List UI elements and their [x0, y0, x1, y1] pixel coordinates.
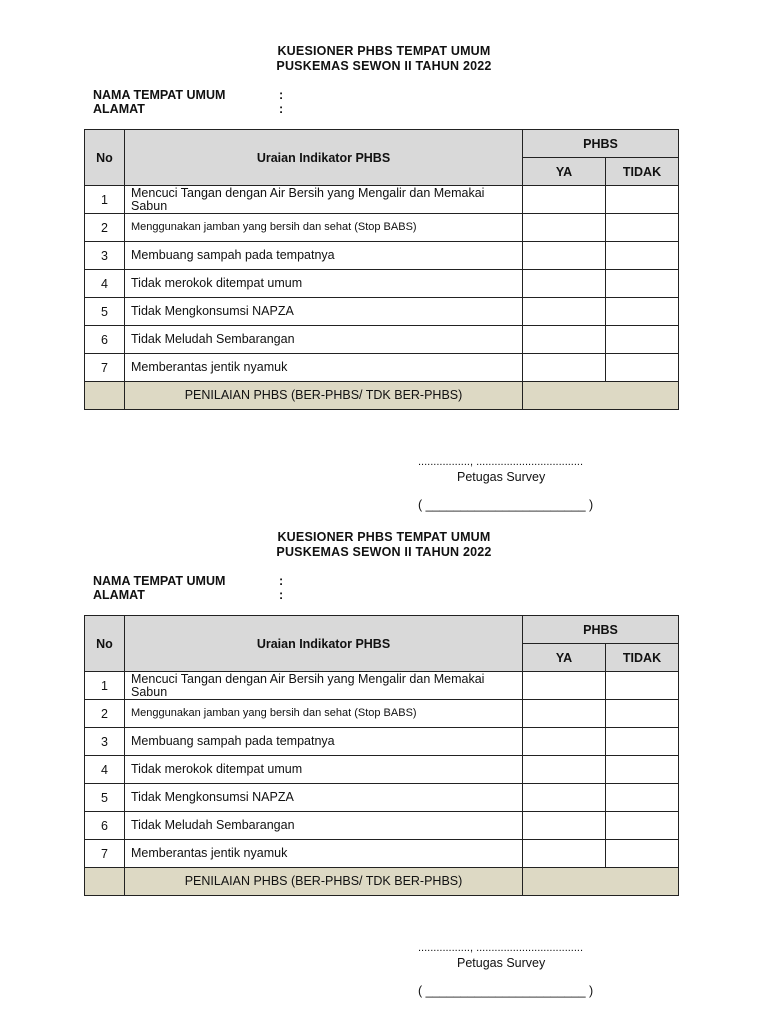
tidak-checkbox-cell[interactable]: [606, 214, 679, 242]
row-indicator-text: Tidak Mengkonsumsi NAPZA: [125, 298, 523, 326]
signer-role: Petugas Survey: [457, 470, 546, 484]
header-no: No: [85, 616, 125, 672]
total-row: [85, 868, 679, 896]
total-blank-cell: [85, 868, 125, 896]
row-number: 7: [85, 354, 125, 382]
row-number: 5: [85, 784, 125, 812]
row-number: 6: [85, 812, 125, 840]
tidak-checkbox-cell[interactable]: [606, 672, 679, 700]
ya-checkbox-cell[interactable]: [523, 354, 606, 382]
tidak-checkbox-cell[interactable]: [606, 186, 679, 214]
signer-name-line[interactable]: ( _______________________ ): [418, 984, 594, 998]
header-tidak: TIDAK: [606, 644, 679, 672]
total-row: [85, 382, 679, 410]
form-title: [0, 44, 768, 73]
row-number: 7: [85, 840, 125, 868]
row-indicator-text: Tidak Meludah Sembarangan: [125, 326, 523, 354]
header-ya: YA: [523, 158, 606, 186]
tidak-checkbox-cell[interactable]: [606, 728, 679, 756]
header-phbs: PHBS: [523, 130, 679, 158]
ya-checkbox-cell[interactable]: [523, 756, 606, 784]
header-tidak: TIDAK: [606, 158, 679, 186]
row-number: 5: [85, 298, 125, 326]
tidak-checkbox-cell[interactable]: [606, 326, 679, 354]
ya-checkbox-cell[interactable]: [523, 840, 606, 868]
row-indicator-text: Mencuci Tangan dengan Air Bersih yang Mengalir dan Memakai Sabun: [125, 672, 523, 700]
row-number: 2: [85, 700, 125, 728]
row-number: 4: [85, 756, 125, 784]
row-number: 4: [85, 270, 125, 298]
title-line-2: PUSKEMAS SEWON II TAHUN 2022: [276, 58, 492, 73]
row-indicator-text: Memberantas jentik nyamuk: [125, 354, 523, 382]
row-indicator-text: Mencuci Tangan dengan Air Bersih yang Mengalir dan Memakai Sabun: [125, 186, 523, 214]
form-fields: [93, 574, 283, 602]
table-row: [85, 784, 679, 812]
table-row: [85, 812, 679, 840]
row-number: 2: [85, 214, 125, 242]
table-row: [85, 186, 679, 214]
total-label: PENILAIAN PHBS (BER-PHBS/ TDK BER-PHBS): [125, 382, 523, 410]
header-uraian: Uraian Indikator PHBS: [125, 616, 523, 672]
signer-role: Petugas Survey: [457, 956, 546, 970]
header-ya: YA: [523, 644, 606, 672]
field-alamat[interactable]: [93, 588, 283, 602]
row-indicator-text: Menggunakan jamban yang bersih dan sehat (Stop BABS): [125, 214, 523, 242]
total-result-cell[interactable]: [523, 868, 679, 896]
table-row: [85, 298, 679, 326]
ya-checkbox-cell[interactable]: [523, 812, 606, 840]
row-indicator-text: Memberantas jentik nyamuk: [125, 840, 523, 868]
total-result-cell[interactable]: [523, 382, 679, 410]
header-phbs: PHBS: [523, 616, 679, 644]
ya-checkbox-cell[interactable]: [523, 326, 606, 354]
field-separator: :: [279, 588, 284, 602]
ya-checkbox-cell[interactable]: [523, 270, 606, 298]
table-row: [85, 672, 679, 700]
table-row: [85, 700, 679, 728]
signer-name-line[interactable]: ( _______________________ ): [418, 498, 594, 512]
table-row: [85, 728, 679, 756]
row-number: 3: [85, 242, 125, 270]
row-indicator-text: Membuang sampah pada tempatnya: [125, 242, 523, 270]
field-label: NAMA TEMPAT UMUM: [93, 88, 226, 102]
tidak-checkbox-cell[interactable]: [606, 840, 679, 868]
tidak-checkbox-cell[interactable]: [606, 784, 679, 812]
questionnaire-form-2: [0, 530, 768, 998]
field-separator: :: [279, 88, 284, 102]
title-line-1: KUESIONER PHBS TEMPAT UMUM: [277, 44, 491, 58]
questionnaire-form-1: [0, 44, 768, 512]
ya-checkbox-cell[interactable]: [523, 186, 606, 214]
title-line-2: PUSKEMAS SEWON II TAHUN 2022: [276, 544, 492, 559]
tidak-checkbox-cell[interactable]: [606, 354, 679, 382]
row-number: 1: [85, 186, 125, 214]
ya-checkbox-cell[interactable]: [523, 784, 606, 812]
field-label: ALAMAT: [93, 588, 145, 602]
tidak-checkbox-cell[interactable]: [606, 700, 679, 728]
indicator-table: [84, 129, 679, 410]
tidak-checkbox-cell[interactable]: [606, 812, 679, 840]
field-separator: :: [279, 574, 284, 588]
row-indicator-text: Membuang sampah pada tempatnya: [125, 728, 523, 756]
place-date-line[interactable]: ................., ...................................: [418, 456, 584, 468]
header-uraian: Uraian Indikator PHBS: [125, 130, 523, 186]
table-row: [85, 840, 679, 868]
row-number: 1: [85, 672, 125, 700]
table-row: [85, 214, 679, 242]
title-line-1: KUESIONER PHBS TEMPAT UMUM: [277, 530, 491, 544]
row-indicator-text: Tidak merokok ditempat umum: [125, 756, 523, 784]
row-indicator-text: Tidak Mengkonsumsi NAPZA: [125, 784, 523, 812]
form-fields: [93, 88, 283, 116]
indicator-table: [84, 615, 679, 896]
tidak-checkbox-cell[interactable]: [606, 242, 679, 270]
table-row: [85, 270, 679, 298]
row-number: 6: [85, 326, 125, 354]
field-nama-tempat-umum[interactable]: [93, 88, 283, 102]
table-row: [85, 354, 679, 382]
tidak-checkbox-cell[interactable]: [606, 298, 679, 326]
header-no: No: [85, 130, 125, 186]
ya-checkbox-cell[interactable]: [523, 214, 606, 242]
tidak-checkbox-cell[interactable]: [606, 270, 679, 298]
total-label: PENILAIAN PHBS (BER-PHBS/ TDK BER-PHBS): [125, 868, 523, 896]
field-label: ALAMAT: [93, 102, 145, 116]
form-title: [0, 530, 768, 559]
field-nama-tempat-umum[interactable]: [93, 574, 283, 588]
ya-checkbox-cell[interactable]: [523, 298, 606, 326]
row-indicator-text: Tidak Meludah Sembarangan: [125, 812, 523, 840]
place-date-line[interactable]: ................., ...................................: [418, 942, 584, 954]
table-row: [85, 326, 679, 354]
ya-checkbox-cell[interactable]: [523, 728, 606, 756]
row-number: 3: [85, 728, 125, 756]
table-row: [85, 242, 679, 270]
total-blank-cell: [85, 382, 125, 410]
tidak-checkbox-cell[interactable]: [606, 756, 679, 784]
ya-checkbox-cell[interactable]: [523, 242, 606, 270]
field-alamat[interactable]: [93, 102, 283, 116]
ya-checkbox-cell[interactable]: [523, 700, 606, 728]
row-indicator-text: Tidak merokok ditempat umum: [125, 270, 523, 298]
field-label: NAMA TEMPAT UMUM: [93, 574, 226, 588]
row-indicator-text: Menggunakan jamban yang bersih dan sehat (Stop BABS): [125, 700, 523, 728]
table-row: [85, 756, 679, 784]
field-separator: :: [279, 102, 284, 116]
ya-checkbox-cell[interactable]: [523, 672, 606, 700]
